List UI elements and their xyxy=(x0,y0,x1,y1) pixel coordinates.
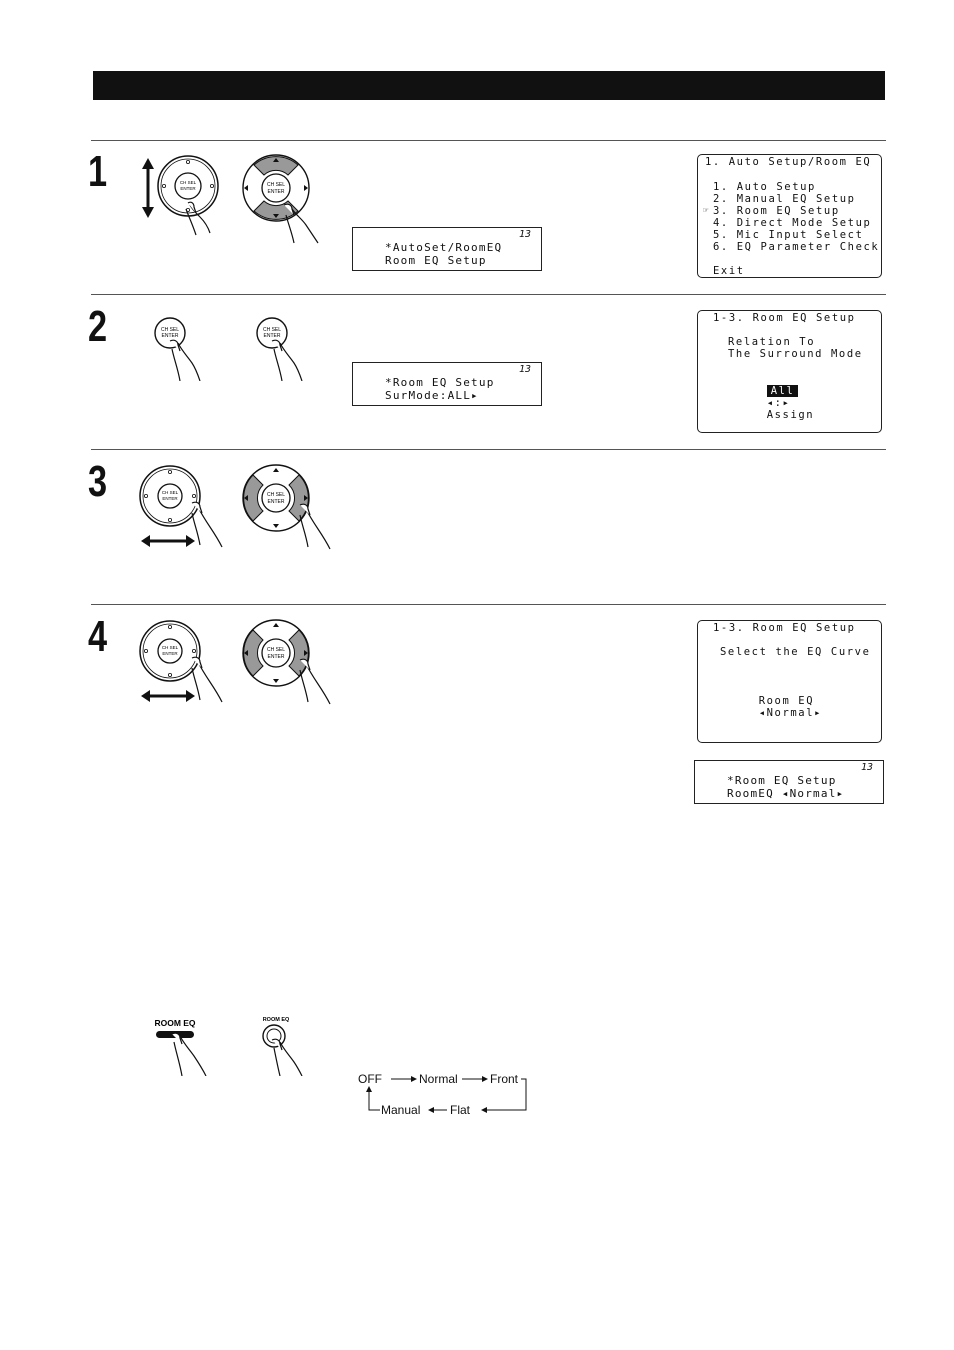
ch-sel-label: CH SEL xyxy=(262,327,282,333)
menu-exit: Exit xyxy=(713,265,745,277)
enter-label: ENTER xyxy=(267,499,285,505)
display-line-1: *AutoSet/RoomEQ xyxy=(385,241,503,254)
menu-title: 1-3. Room EQ Setup xyxy=(713,312,856,324)
channel-indicator: 13 xyxy=(860,762,873,773)
cycle-off: OFF xyxy=(358,1072,382,1086)
section-title-bar xyxy=(93,71,885,100)
menu-item: 2. Manual EQ Setup xyxy=(713,193,856,205)
step-number: 3 xyxy=(88,457,108,506)
option-label: Room EQ xyxy=(758,695,815,707)
cycle-flat: Flat xyxy=(450,1103,471,1117)
option-label: Assign xyxy=(766,409,815,421)
room-eq-cycle-diagram xyxy=(350,1068,540,1120)
divider xyxy=(91,604,886,605)
main-unit-dial-icon xyxy=(138,618,228,708)
enter-label: ENTER xyxy=(263,333,281,339)
channel-indicator: 13 xyxy=(518,364,531,375)
enter-label: ENTER xyxy=(161,333,179,339)
divider xyxy=(91,449,886,450)
main-unit-dial-icon xyxy=(138,463,228,553)
enter-label: ENTER xyxy=(180,186,196,191)
menu-item: 5. Mic Input Select xyxy=(713,229,864,241)
ch-sel-label: CH SEL xyxy=(266,492,286,498)
enter-button-main-icon xyxy=(150,311,210,381)
cycle-manual: Manual xyxy=(381,1103,421,1117)
menu-text: Select the EQ Curve xyxy=(720,646,871,658)
room-eq-button-main-icon xyxy=(150,1014,220,1076)
menu-text: The Surround Mode xyxy=(728,348,863,360)
front-panel-display xyxy=(694,760,884,804)
menu-title: 1-3. Room EQ Setup xyxy=(713,622,856,634)
step-number: 1 xyxy=(88,147,108,196)
menu-item: 1. Auto Setup xyxy=(713,181,816,193)
ch-sel-label: CH SEL xyxy=(161,645,179,650)
cycle-normal: Normal xyxy=(419,1072,458,1086)
left-right-arrows-icon: ◂:▸ xyxy=(766,397,791,409)
front-panel-display xyxy=(352,362,542,406)
menu-text: Relation To xyxy=(728,336,816,348)
step-number: 4 xyxy=(88,612,108,661)
front-panel-display xyxy=(352,227,542,271)
cursor-hand-icon: ☞ xyxy=(703,206,711,216)
on-screen-menu xyxy=(697,620,882,743)
menu-item-selected: 3. Room EQ Setup xyxy=(713,205,840,217)
display-line-2: RoomEQ ◂Normal▸ xyxy=(727,787,845,800)
selected-option: All xyxy=(767,385,799,397)
ch-sel-label: CH SEL xyxy=(266,647,286,653)
display-line-2: SurMode:ALL▸ xyxy=(385,389,479,402)
on-screen-menu xyxy=(697,154,882,278)
enter-label: ENTER xyxy=(162,496,178,501)
main-unit-dial-icon xyxy=(138,153,228,243)
cycle-front: Front xyxy=(490,1072,519,1086)
display-line-1: *Room EQ Setup xyxy=(727,774,837,787)
menu-item: 4. Direct Mode Setup xyxy=(713,217,872,229)
ch-sel-label: CH SEL xyxy=(179,180,197,185)
remote-cursor-pad-icon xyxy=(240,153,340,245)
enter-label: ENTER xyxy=(162,651,178,656)
step-number: 2 xyxy=(88,302,108,351)
room-eq-label: ROOM EQ xyxy=(154,1018,196,1028)
enter-label: ENTER xyxy=(267,654,285,660)
on-screen-menu xyxy=(697,310,882,433)
display-line-1: *Room EQ Setup xyxy=(385,376,495,389)
ch-sel-label: CH SEL xyxy=(266,182,286,188)
enter-button-remote-icon xyxy=(252,311,322,381)
channel-indicator: 13 xyxy=(518,229,531,240)
display-line-2: Room EQ Setup xyxy=(385,254,487,267)
remote-cursor-pad-icon xyxy=(240,618,340,710)
ch-sel-label: CH SEL xyxy=(161,490,179,495)
remote-cursor-pad-icon xyxy=(240,463,340,555)
room-eq-label: ROOM EQ xyxy=(262,1017,290,1023)
divider xyxy=(91,294,886,295)
ch-sel-label: CH SEL xyxy=(160,327,180,333)
option-value: ◂Normal▸ xyxy=(758,707,823,719)
enter-label: ENTER xyxy=(267,189,285,195)
divider xyxy=(91,140,886,141)
room-eq-button-remote-icon xyxy=(250,1012,320,1076)
menu-item: 6. EQ Parameter Check xyxy=(713,241,880,253)
menu-title: 1. Auto Setup/Room EQ xyxy=(705,156,872,168)
